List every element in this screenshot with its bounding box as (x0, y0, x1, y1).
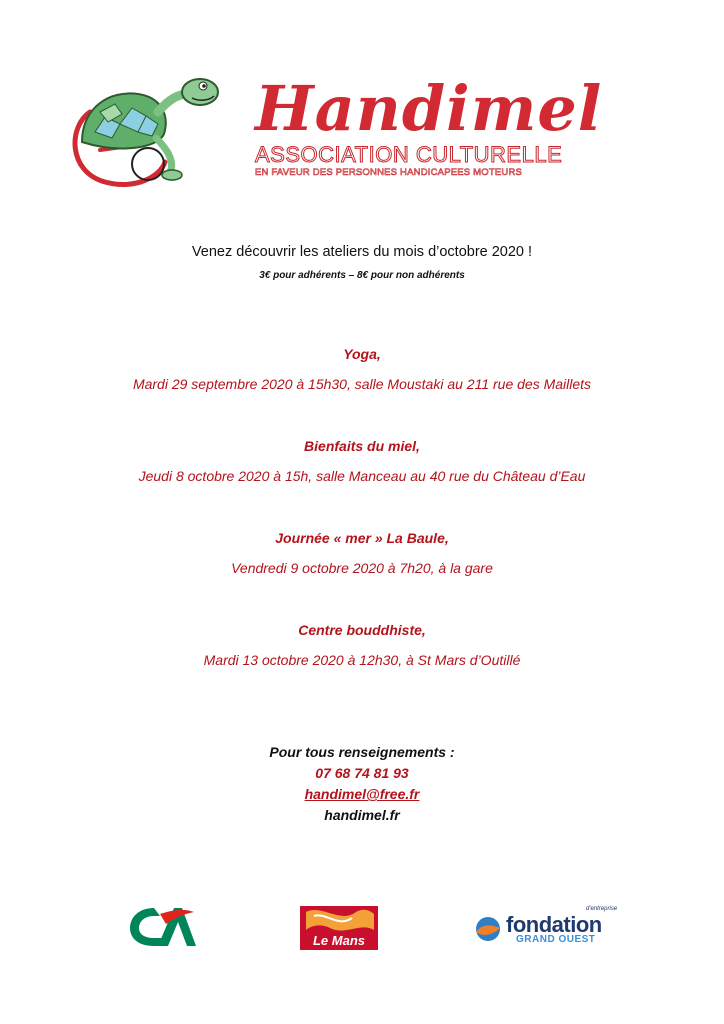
fondation-small-label: d'entreprise (586, 906, 618, 912)
event-item (0, 529, 724, 577)
fondation-word: fondation (506, 912, 602, 937)
event-list (0, 345, 724, 713)
le-mans-logo (300, 906, 378, 950)
header (60, 72, 660, 197)
event-detail: Vendredi 9 octobre 2020 à 7h20, à la gare (231, 560, 493, 576)
brand-block (255, 72, 705, 178)
event-item (0, 345, 724, 393)
price-info: 3€ pour adhérents – 8€ pour non adhérents (259, 270, 465, 281)
event-item (0, 621, 724, 669)
brand-subtitle: ASSOCIATION CULTURELLE (255, 142, 563, 167)
event-detail: Mardi 13 octobre 2020 à 12h30, à St Mars d’Outillé (203, 652, 521, 668)
contact-phone[interactable]: 07 68 74 81 93 (315, 765, 409, 781)
event-title: Yoga, (343, 346, 381, 362)
fondation-subtitle: GRAND OUEST (516, 934, 596, 945)
event-detail: Jeudi 8 octobre 2020 à 15h, salle Manceau au 40 rue du Château d’Eau (138, 468, 586, 484)
event-detail: Mardi 29 septembre 2020 à 15h30, salle Moustaki au 211 rue des Maillets (132, 376, 592, 392)
event-title: Centre bouddhiste, (298, 622, 426, 638)
intro-title: Venez découvrir les ateliers du mois d’octobre 2020 ! (191, 244, 533, 260)
contact-email-link[interactable]: handimel@free.fr (304, 786, 420, 802)
le-mans-label: Le Mans (312, 933, 365, 948)
credit-agricole-logo-icon (124, 902, 196, 950)
event-title: Bienfaits du miel, (304, 438, 420, 454)
event-item (0, 437, 724, 485)
fondation-grand-ouest-logo (472, 906, 622, 952)
le-mans-emblem-icon (300, 906, 378, 936)
fondation-emblem-icon (472, 916, 504, 942)
event-title: Journée « mer » La Baule, (275, 530, 449, 546)
contact-label: Pour tous renseignements : (269, 744, 455, 760)
brand-name: Handimel (255, 72, 603, 145)
contact-block (0, 742, 724, 826)
brand-tagline: EN FAVEUR DES PERSONNES HANDICAPEES MOTEURS (255, 167, 523, 178)
contact-website-link[interactable]: handimel.fr (324, 807, 400, 823)
turtle-wheelchair-logo-icon (60, 72, 230, 192)
